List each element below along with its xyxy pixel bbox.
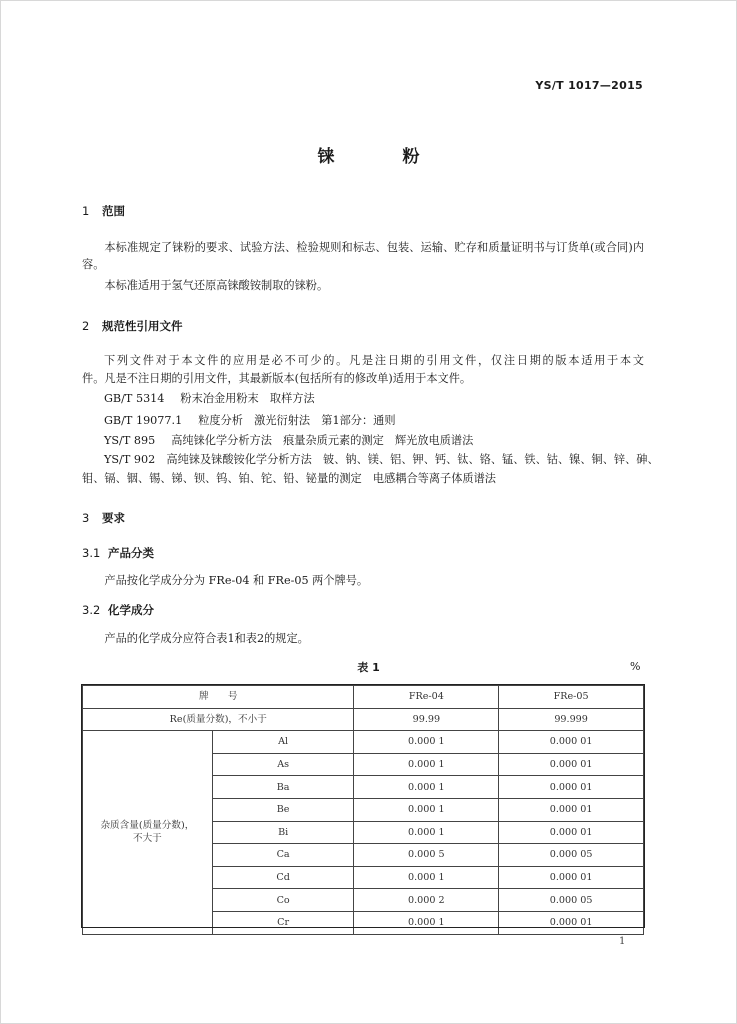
section-number: 3.1 xyxy=(82,546,101,560)
section-2-heading xyxy=(82,318,183,334)
table-caption: 表 1 xyxy=(357,661,380,674)
impurity-label-line-1: 杂质含量(质量分数)， xyxy=(100,820,195,832)
table-unit: % xyxy=(630,660,641,673)
re-value: 99.999 xyxy=(499,708,644,731)
element-cell: Ca xyxy=(212,844,354,867)
table-header-row xyxy=(83,686,644,709)
value-cell: 0.000 01 xyxy=(499,911,644,934)
table-row-re xyxy=(83,708,644,731)
impurity-label-line-2: 不大于 xyxy=(132,833,162,845)
value-cell: 0.000 1 xyxy=(354,753,499,776)
value-cell: 0.000 1 xyxy=(354,798,499,821)
grade-cell: FRe-04 xyxy=(354,686,499,709)
section-3-1-paragraph: 产品按化学成分分为 FRe-04 和 FRe-05 两个牌号。 xyxy=(104,574,369,587)
section-title: 规范性引用文件 xyxy=(102,319,183,333)
grade-header: 牌 号 xyxy=(83,686,354,709)
section-3-1-heading xyxy=(82,545,154,561)
element-cell: Cd xyxy=(212,866,354,889)
section-number: 2 xyxy=(82,319,90,333)
value-cell: 0.000 1 xyxy=(354,866,499,889)
section-number: 1 xyxy=(82,204,90,218)
section-title: 要求 xyxy=(102,511,125,525)
reference-title: 粉末冶金用粉末 取样方法 xyxy=(180,392,315,405)
value-cell: 0.000 1 xyxy=(354,821,499,844)
re-value: 99.99 xyxy=(354,708,499,731)
value-cell: 0.000 01 xyxy=(499,866,644,889)
value-cell: 0.000 01 xyxy=(499,731,644,754)
value-cell: 0.000 1 xyxy=(354,731,499,754)
value-cell: 0.000 01 xyxy=(499,753,644,776)
element-cell: Bi xyxy=(212,821,354,844)
section-2-paragraph-line-1: 下列文件对于本文件的应用是必不可少的。凡是注日期的引用文件，仅注日期的版本适用于本文 xyxy=(104,354,644,367)
table-row xyxy=(83,731,644,754)
section-1-heading xyxy=(82,203,125,219)
value-cell: 0.000 01 xyxy=(499,776,644,799)
section-number: 3 xyxy=(82,511,90,525)
element-cell: Be xyxy=(212,798,354,821)
value-cell: 0.000 5 xyxy=(354,844,499,867)
value-cell: 0.000 2 xyxy=(354,889,499,912)
reference-title: 高纯铼化学分析方法 痕量杂质元素的测定 辉光放电质谱法 xyxy=(171,434,474,447)
reference-title: 粒度分析 激光衍射法 第1部分：通则 xyxy=(198,414,396,427)
chemical-composition-table xyxy=(82,685,644,935)
section-title: 化学成分 xyxy=(108,603,154,617)
section-1-paragraph-1: 本标准规定了铼粉的要求、试验方法、检验规则和标志、包装、运输、贮存和质量证明书与订货单(或合同)内容。 xyxy=(82,241,644,271)
section-3-heading xyxy=(82,510,125,526)
section-1-paragraph-2: 本标准适用于氢气还原高铼酸铵制取的铼粉。 xyxy=(104,279,329,292)
reference-item xyxy=(104,432,644,449)
grade-cell: FRe-05 xyxy=(499,686,644,709)
section-3-2-paragraph: 产品的化学成分应符合表1和表2的规定。 xyxy=(104,632,309,645)
impurity-label xyxy=(83,731,213,934)
reference-item-ys-t-902-continued: 钼、镉、铟、锡、锑、钡、钨、铂、铊、铅、铋量的测定 电感耦合等离子体质谱法 xyxy=(82,472,496,485)
value-cell: 0.000 1 xyxy=(354,776,499,799)
section-title: 范围 xyxy=(102,204,125,218)
reference-code: GB/T 19077.1 xyxy=(104,414,183,427)
section-3-2-heading xyxy=(82,602,154,618)
element-cell: Co xyxy=(212,889,354,912)
re-label: Re(质量分数)，不小于 xyxy=(83,708,354,731)
standard-code: YS/T 1017—2015 xyxy=(535,79,643,92)
value-cell: 0.000 01 xyxy=(499,821,644,844)
reference-item xyxy=(104,412,644,429)
element-cell: Cr xyxy=(212,911,354,934)
reference-code: GB/T 5314 xyxy=(104,392,165,405)
section-title: 产品分类 xyxy=(108,546,154,560)
reference-item xyxy=(104,390,644,407)
element-cell: As xyxy=(212,753,354,776)
element-cell: Ba xyxy=(212,776,354,799)
value-cell: 0.000 05 xyxy=(499,844,644,867)
value-cell: 0.000 1 xyxy=(354,911,499,934)
section-number: 3.2 xyxy=(82,603,101,617)
element-cell: Al xyxy=(212,731,354,754)
section-2-paragraph-line-2: 件。凡是不注日期的引用文件，其最新版本(包括所有的修改单)适用于本文件。 xyxy=(82,372,472,385)
page-number: 1 xyxy=(619,936,626,947)
value-cell: 0.000 05 xyxy=(499,889,644,912)
reference-code: YS/T 895 xyxy=(104,434,156,447)
document-title: 铼粉 xyxy=(317,147,488,167)
value-cell: 0.000 01 xyxy=(499,798,644,821)
reference-item-ys-t-902: YS/T 902 高纯铼及铼酸铵化学分析方法 铍、钠、镁、铝、钾、钙、钛、铬、锰、铁、钴、镍、铜、锌、砷、 xyxy=(104,453,659,466)
